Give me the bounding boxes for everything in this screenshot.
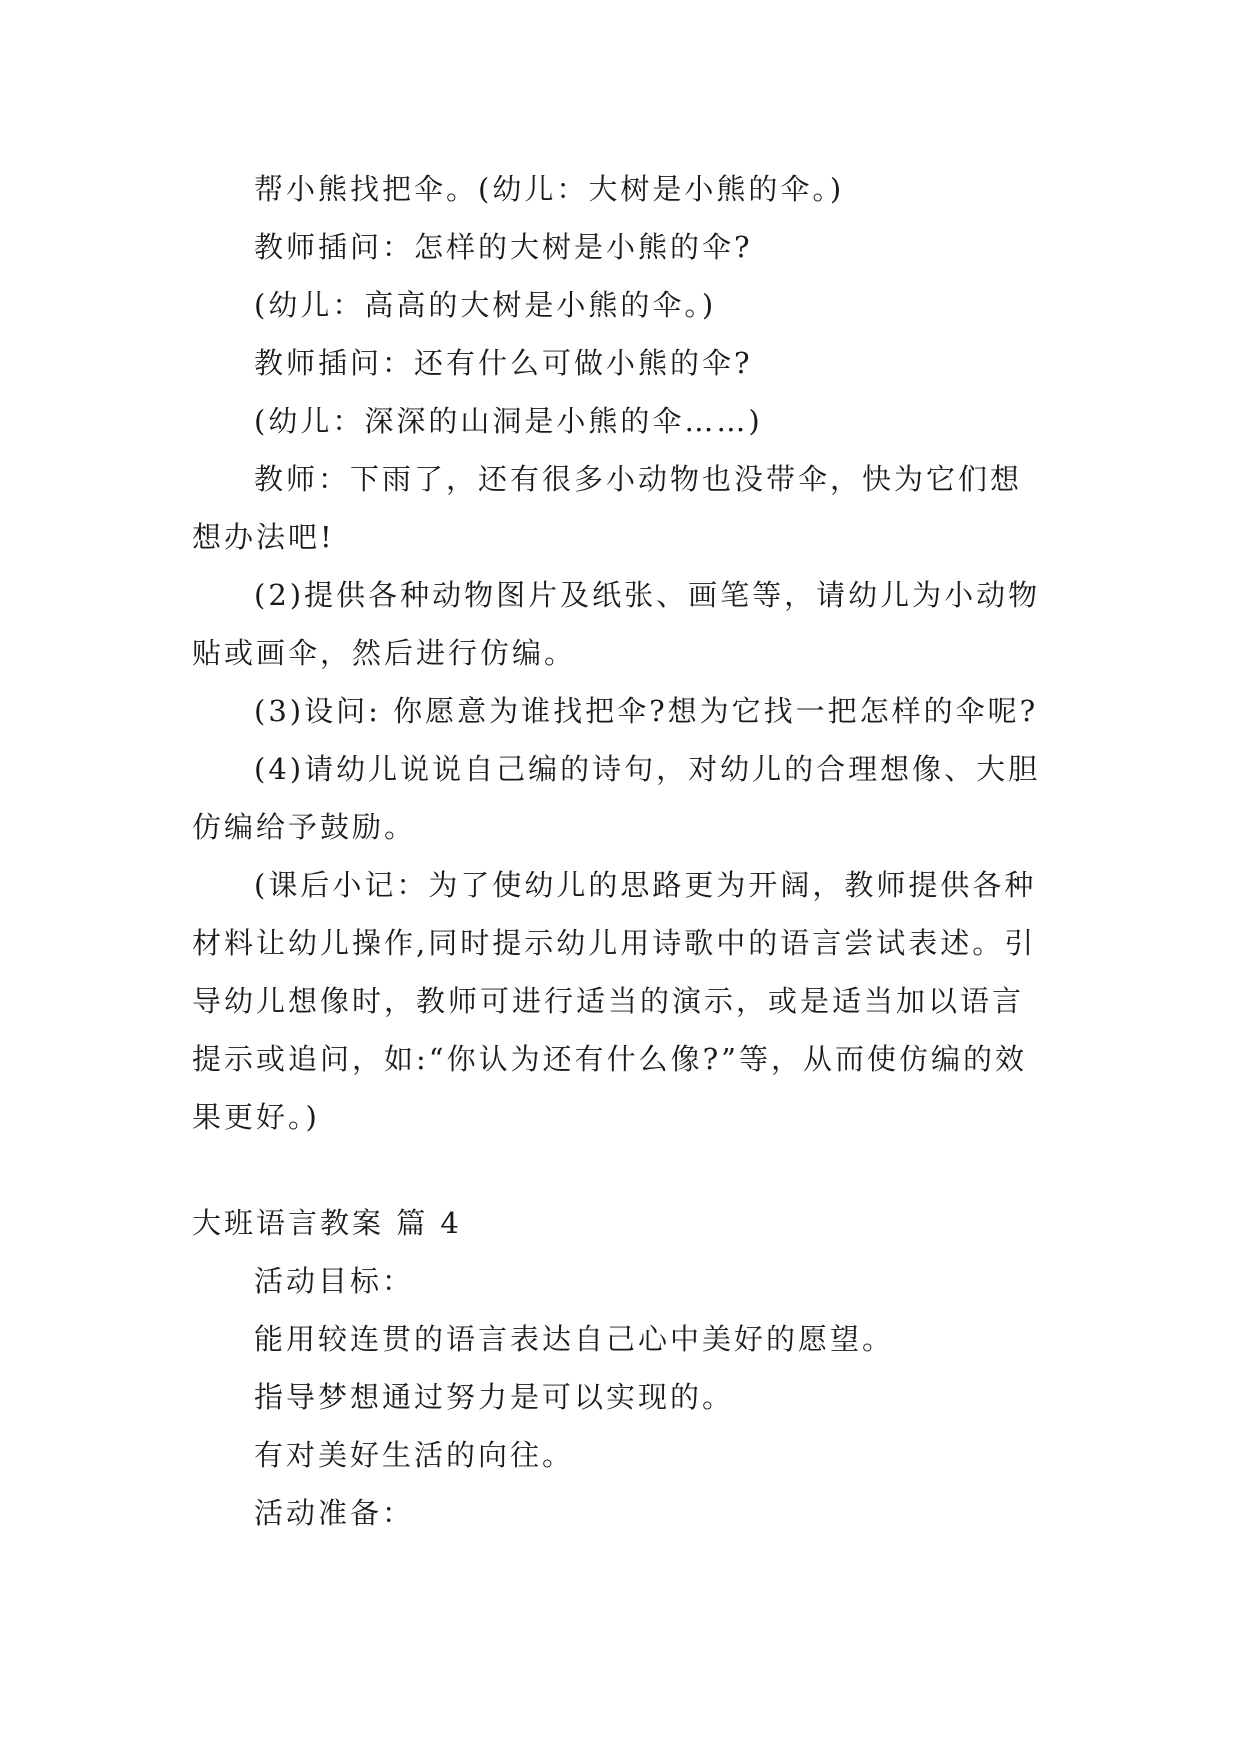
section-heading: 大班语言教案 篇 4 — [192, 1206, 462, 1240]
paragraph: (3)设问: 你愿意为谁找把伞?想为它找一把怎样的伞呢? — [254, 694, 1039, 728]
paragraph: 教师插问：怎样的大树是小熊的伞? — [254, 230, 753, 264]
paragraph: 活动目标： — [254, 1264, 415, 1298]
paragraph: 活动准备： — [254, 1496, 415, 1530]
paragraph: (幼儿：深深的山洞是小熊的伞……) — [254, 404, 763, 438]
paragraph: 能用较连贯的语言表达自己心中美好的愿望。 — [254, 1322, 895, 1356]
paragraph: 教师：下雨了，还有很多小动物也没带伞，快为它们想想办法吧! — [192, 462, 1023, 554]
paragraph: (4)请幼儿说说自己编的诗句，对幼儿的合理想像、大胆仿编给予鼓励。 — [192, 752, 1041, 844]
paragraph: (幼儿：高高的大树是小熊的伞。) — [254, 288, 717, 322]
paragraph: (课后小记：为了使幼儿的思路更为开阔，教师提供各种材料让幼儿操作,同时提示幼儿用诗歌中的语言尝试表述。引导幼儿想像时，教师可进行适当的演示，或是适当加以语言提示或追问，如:“你认为还有什么像?”等，从而使仿编的效果更好。) — [192, 868, 1037, 1134]
paragraph: 帮小熊找把伞。(幼儿：大树是小熊的伞。) — [254, 172, 845, 206]
document-body — [192, 160, 1052, 1542]
paragraph: 有对美好生活的向往。 — [254, 1438, 575, 1472]
paragraph: 指导梦想通过努力是可以实现的。 — [254, 1380, 735, 1414]
paragraph: 教师插问：还有什么可做小熊的伞? — [254, 346, 753, 380]
paragraph: (2)提供各种动物图片及纸张、画笔等，请幼儿为小动物贴或画伞，然后进行仿编。 — [192, 578, 1041, 670]
